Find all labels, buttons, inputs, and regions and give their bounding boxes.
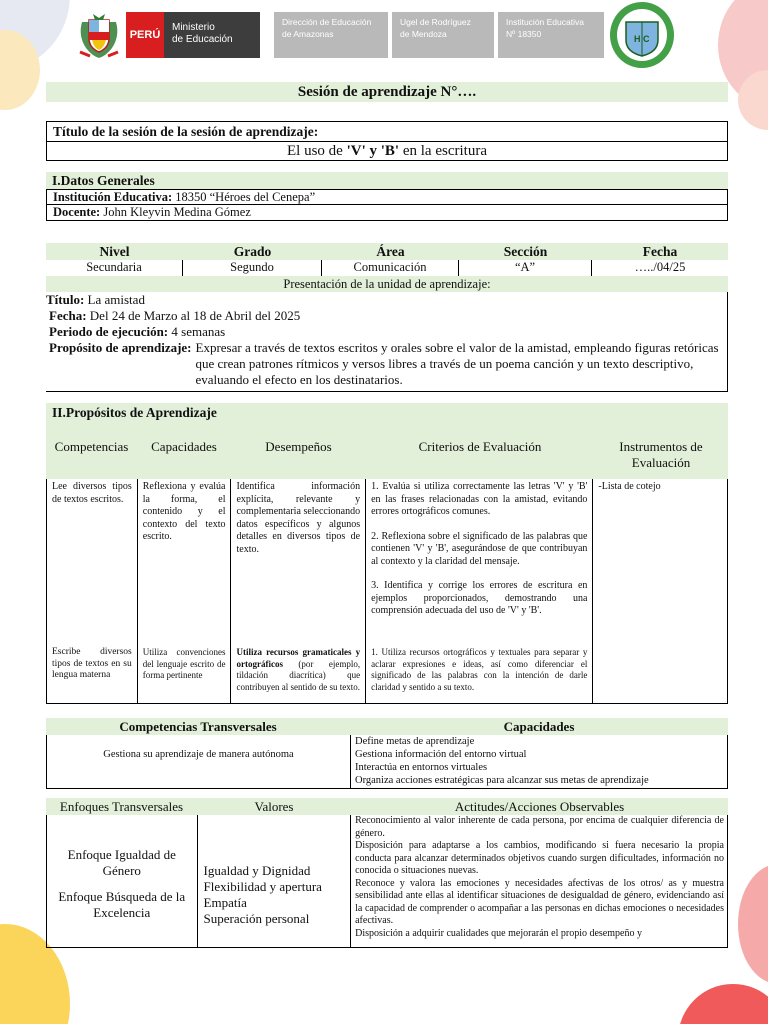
actitud-item: Disposición para adaptarse a los cambios, modificando si fuera necesario la propia conducta para alcanzar determinados objetivos cuando surgen dificultades, información no conocida o situaciones nuevas. xyxy=(355,840,724,876)
valor-item: Flexibilidad y apertura xyxy=(203,879,322,894)
decor-blob xyxy=(738,864,768,984)
dre-box xyxy=(274,12,388,58)
capacidad-transversal-item: Interactúa en entornos virtuales xyxy=(355,762,488,773)
ugel-line1: Ugel de Rodríguez xyxy=(400,17,471,27)
unidad-periodo-value: 4 semanas xyxy=(168,324,226,339)
dre-line2: de Amazonas xyxy=(282,29,334,39)
session-title-label: Título de la sesión de la sesión de aprendizaje: xyxy=(46,121,728,141)
value-fecha: …../04/25 xyxy=(634,260,686,274)
ministry-line2: de Educación xyxy=(172,34,233,45)
docente-label: Docente: xyxy=(53,205,101,219)
unidad-proposito-label: Propósito de aprendizaje: xyxy=(49,340,192,355)
peru-coat-of-arms-icon xyxy=(76,12,122,60)
enfoque-2: Enfoque Búsqueda de la Excelencia xyxy=(58,889,186,920)
unidad-fecha xyxy=(46,308,727,324)
nivel-table-header xyxy=(46,243,728,260)
ministry-line1: Ministerio xyxy=(172,22,215,33)
enfoques-body xyxy=(46,815,728,948)
actitud-item: Reconoce y valora las emociones y necesidades afectivas de los otros/ as y muestra sensibilidad ante ellas al identificar situaciones de desigualdad de género, evidenciando así la capacidad de comprender o acompañar a las personas en dichas emociones o necesidades afectivas. xyxy=(355,877,724,926)
criterio-4: 1. Utiliza recursos ortográficos y textuales para separar y aclarar expresiones e ideas, así como diferenciar el significado de las palabras con la intención de darle claridad y sentido a su texto. xyxy=(371,647,588,692)
valor-item: Igualdad y Dignidad xyxy=(203,863,311,878)
ie-line2: Nº 18350 xyxy=(506,29,542,39)
competencia-transversal: Gestiona su aprendizaje de manera autónoma xyxy=(47,735,351,788)
col-capacidades: Capacidades xyxy=(151,439,217,454)
capacidad-transversal-item: Gestiona información del entorno virtual xyxy=(355,749,527,760)
session-title-pre: El uso de xyxy=(287,143,347,159)
docente-row xyxy=(46,205,728,221)
desempeno-2 xyxy=(236,647,360,693)
unidad-periodo-label: Periodo de ejecución: xyxy=(49,324,169,339)
unidad-titulo-label: Título: xyxy=(46,292,85,307)
capacidad-transversal-item: Define metas de aprendizaje xyxy=(355,736,475,747)
unidad-proposito-value: Expresar a través de textos escritos y orales sobre el valor de la amistad, empleando figuras retóricas que crean patrones rítmicos y versos libres a través de un poema canción y un texto descriptivo, evaluando el efecto en los destinatarios. xyxy=(195,340,719,387)
desempeno-2-rest: (por ejemplo, tildación diacrítica) que contribuyen al sentido de su texto. xyxy=(236,658,361,692)
ugel-box xyxy=(392,12,494,58)
unidad-fecha-value: Del 24 de Marzo al 18 de Abril del 2025 xyxy=(86,308,301,323)
header-nivel: Nivel xyxy=(99,244,130,259)
value-grado: Segundo xyxy=(183,260,322,276)
docente-value: John Kleyvin Medina Gómez xyxy=(100,205,251,219)
col-instrumentos: Instrumentos de Evaluación xyxy=(619,439,703,470)
capacidades-cell xyxy=(138,479,232,703)
instrumento-1: -Lista de cotejo xyxy=(598,481,661,492)
institucion-label: Institución Educativa: xyxy=(53,190,173,204)
propositos-heading: II.Propósitos de Aprendizaje xyxy=(52,405,217,420)
criterios-cell xyxy=(366,479,593,703)
header-seccion: Sección xyxy=(503,244,548,259)
unidad-periodo xyxy=(46,324,727,340)
transversales-body xyxy=(46,735,728,789)
unidad-heading: Presentación de la unidad de aprendizaje: xyxy=(46,276,728,292)
peru-label: PERÚ xyxy=(126,12,164,58)
enfoques-header xyxy=(46,798,728,815)
capacidades-transversales-list xyxy=(351,735,649,788)
actitud-item: Reconocimiento al valor inherente de cada persona, por encima de cualquier diferencia de género. xyxy=(355,815,724,839)
competencia-2: Escribe diversos tipos de textos en su lengua materna xyxy=(52,647,132,680)
valores-cell xyxy=(198,815,352,947)
desempeno-1: Identifica información explícita, relevante y complementaria seleccionando datos específicos y algunos detalles en diversos tipos de texto. xyxy=(236,481,361,555)
instrumentos-cell xyxy=(593,479,727,703)
datos-generales-heading: I.Datos Generales xyxy=(46,172,728,189)
nivel-table-row xyxy=(46,260,728,276)
enfoque-1: Enfoque Igualdad de Género xyxy=(67,847,176,878)
valor-item: Empatía xyxy=(203,895,247,910)
col-competencias: Competencias xyxy=(54,439,129,454)
propositos-header xyxy=(46,403,728,479)
page-title: Sesión de aprendizaje N°…. xyxy=(46,82,728,102)
capacidad-2: Utiliza convenciones del lenguaje escrito de forma pertinente xyxy=(142,647,226,680)
desempeno-2-bold: Utiliza recursos gramaticales y ortográficos xyxy=(236,647,361,669)
competencia-1: Lee diversos tipos de textos escritos. xyxy=(52,481,132,505)
unidad-titulo xyxy=(46,292,727,308)
header-fecha: Fecha xyxy=(642,244,678,259)
session-title-value xyxy=(46,141,728,161)
ie-box xyxy=(498,12,604,58)
unidad-titulo-value: La amistad xyxy=(84,292,145,307)
school-logo-text: H C xyxy=(634,34,650,44)
ugel-line2: de Mendoza xyxy=(400,29,447,39)
unidad-box xyxy=(46,292,728,392)
criterio-1: 1. Evalúa si utiliza correctamente las letras 'V' y 'B' en las frases relacionadas con la amistad, evitando errores ortográficos comunes. xyxy=(371,481,588,517)
session-title-bold: 'V' y 'B' xyxy=(346,143,400,159)
criterio-3: 3. Identifica y corrige los errores de escritura en ejemplos proporcionados, demostrando una comprensión adecuada del uso de 'V' y 'B'. xyxy=(371,580,588,616)
header-valores: Valores xyxy=(254,799,294,814)
unidad-fecha-label: Fecha: xyxy=(49,308,87,323)
capacidad-1: Reflexiona y evalúa la forma, el contenido y el contexto del texto escrito. xyxy=(142,481,226,542)
col-desempenos: Desempeños xyxy=(265,439,332,454)
ministry-box xyxy=(164,12,260,58)
capacidad-transversal-item: Organiza acciones estratégicas para alcanzar sus metas de aprendizaje xyxy=(355,775,649,786)
propositos-body xyxy=(46,479,728,704)
institucion-value: 18350 “Héroes del Cenepa” xyxy=(172,190,316,204)
session-title-post: en la escritura xyxy=(399,143,487,159)
header-enfoques: Enfoques Transversales xyxy=(59,799,184,814)
decor-blob xyxy=(678,984,768,1024)
header-actitudes: Actitudes/Acciones Observables xyxy=(454,799,625,814)
propositos-columns xyxy=(46,439,728,471)
competencias-cell xyxy=(47,479,138,703)
header-capacidades-transversales: Capacidades xyxy=(503,719,575,734)
header-competencias-transversales: Competencias Transversales xyxy=(119,719,277,734)
unidad-proposito xyxy=(46,340,727,388)
transversales-header xyxy=(46,718,728,735)
document-header xyxy=(76,12,650,60)
school-logo-icon xyxy=(608,0,676,70)
actitudes-cell xyxy=(351,815,727,947)
header-grado: Grado xyxy=(233,244,272,259)
desempenos-cell xyxy=(231,479,366,703)
ie-line1: Institución Educativa xyxy=(506,17,584,27)
value-nivel: Secundaria xyxy=(46,260,183,276)
valor-item: Superación personal xyxy=(203,911,310,926)
col-criterios: Criterios de Evaluación xyxy=(418,439,542,454)
dre-line1: Dirección de Educación xyxy=(282,17,372,27)
criterio-2: 2. Reflexiona sobre el significado de las palabras que contienen 'V' y 'B', asegurándose de que contribuyan al contexto y la claridad del mensaje. xyxy=(371,530,588,567)
value-seccion: “A” xyxy=(459,260,592,276)
header-area: Área xyxy=(376,244,405,259)
value-area: Comunicación xyxy=(322,260,459,276)
actitud-item: Disposición a adquirir cualidades que mejorarán el propio desempeño y xyxy=(355,927,642,939)
institucion-row xyxy=(46,189,728,205)
enfoques-cell xyxy=(47,815,198,947)
